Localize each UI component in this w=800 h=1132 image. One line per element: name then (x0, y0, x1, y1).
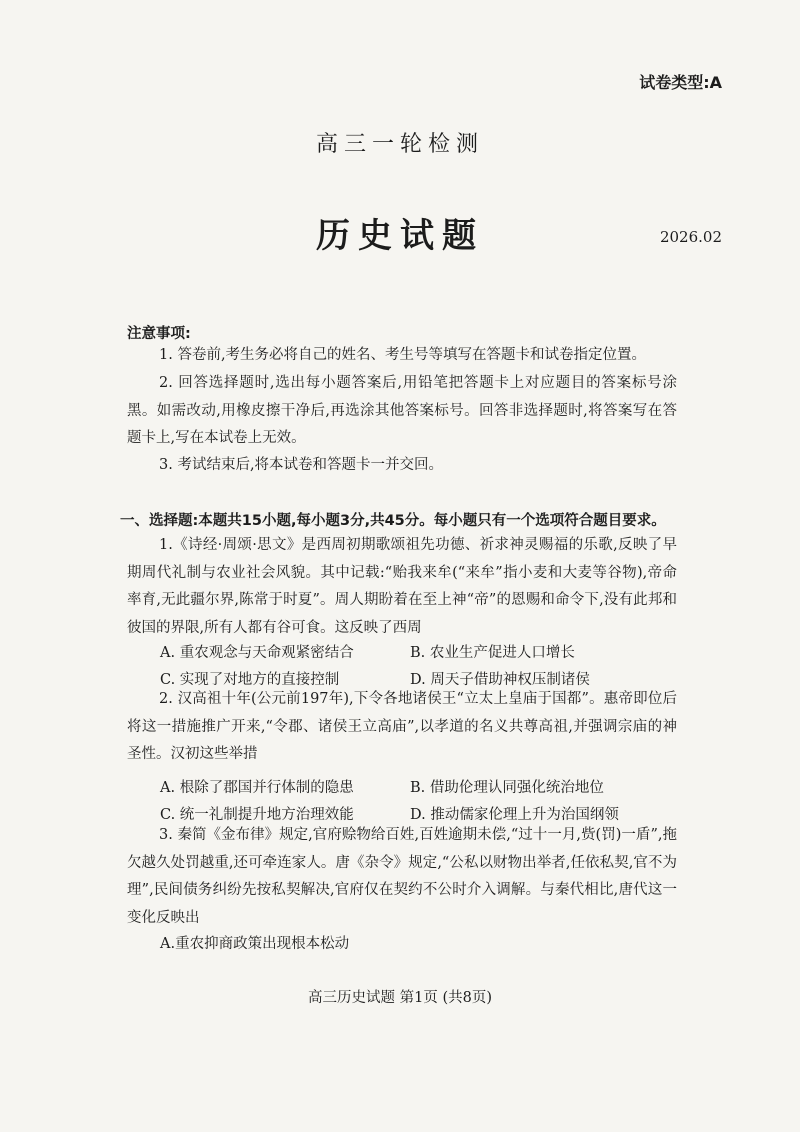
notes-item: 2. 回答选择题时,选出每小题答案后,用铅笔把答题卡上对应题目的答案标号涂黑。如需改动,用橡皮擦干净后,再选涂其他答案标号。回答非选择题时,将答案写在答题卡上,写在本试卷上无效。 (127, 375, 677, 446)
question-option: B. 农业生产促进人口增长 (410, 645, 575, 661)
question-stem: 2. 汉高祖十年(公元前197年),下令各地诸侯王“立太上皇庙于国都”。惠帝即位后将这一措施推广开来,“令郡、诸侯王立高庙”,以孝道的名义共尊高祖,并强调宗庙的神圣性。汉初这些举措 (127, 691, 677, 762)
question-option: D. 周天子借助神权压制诸侯 (410, 672, 590, 688)
page-footer: 高三历史试题 第1页 (共8页) (308, 990, 492, 1006)
notes-item: 1. 答卷前,考生务必将自己的姓名、考生号等填写在答题卡和试卷指定位置。 (159, 347, 647, 363)
question-option: A.重农抑商政策出现根本松动 (160, 936, 350, 952)
section-heading: 一、选择题:本题共15小题,每小题3分,共45分。每小题只有一个选项符合题目要求。 (120, 513, 666, 529)
question-stem: 1.《诗经·周颂·思文》是西周初期歌颂祖先功德、祈求神灵赐福的乐歌,反映了早期周代礼制与农业社会风貌。其中记载:“贻我来牟(“来牟”指小麦和大麦等谷物),帝命率育,无此疆尔界,陈常于时夏”。周人期盼着在至上神“帝”的恩赐和命令下,没有此邦和彼国的界限,所有人都有谷可食。这反映了西周 (127, 537, 677, 636)
question-option: D. 推动儒家伦理上升为治国纲领 (410, 807, 619, 823)
exam-date: 2026.02 (659, 228, 722, 246)
question-option: A. 根除了郡国并行体制的隐患 (160, 780, 354, 796)
question-stem: 3. 秦简《金布律》规定,官府赊物给百姓,百姓逾期未偿,“过十一月,赀(罚)一盾”,拖欠越久处罚越重,还可牵连家人。唐《杂令》规定,“公私以财物出举者,任依私契,官不为理”,民间债务纠纷先按私契解决,官府仅在契约不公时介入调解。与秦代相比,唐代这一变化反映出 (127, 827, 677, 926)
question-option: C. 统一礼制提升地方治理效能 (160, 807, 354, 823)
subject-title: 历史试题 (316, 216, 484, 256)
question-option: C. 实现了对地方的直接控制 (160, 672, 340, 688)
notes-title: 注意事项: (127, 326, 191, 342)
question-option: A. 重农观念与天命观紧密结合 (160, 645, 354, 661)
exam-name: 高三一轮检测 (315, 132, 484, 157)
question-option: B. 借助伦理认同强化统治地位 (410, 780, 604, 796)
notes-item: 3. 考试结束后,将本试卷和答题卡一并交回。 (159, 457, 444, 473)
paper-type-label: 试卷类型:A (639, 73, 722, 92)
